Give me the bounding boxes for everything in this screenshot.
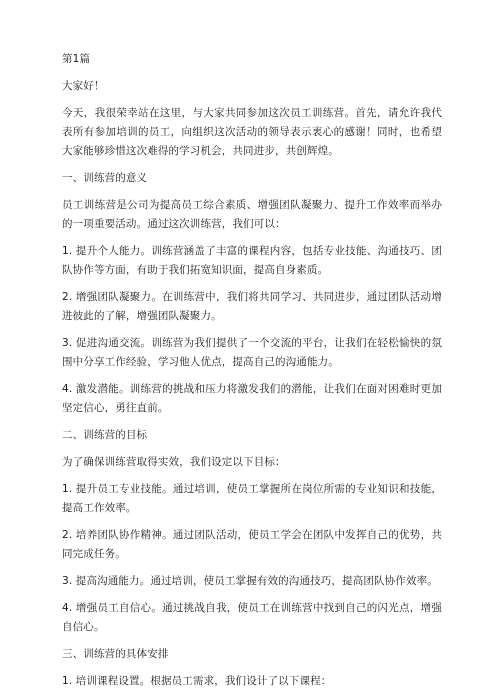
page-heading: 第1篇 [62, 53, 91, 65]
list-item: 3. 提高沟通能力。通过培训，使员工掌握有效的沟通技巧，提高团队协作效率。 [62, 575, 438, 587]
list-item: 1. 培训课程设置。根据员工需求，我们设计了以下课程： [62, 675, 332, 687]
list-item: 4. 激发潜能。训练营的挑战和压力将激发我们的潜能，让我们在面对困难时更加坚定信心，勇往直前。 [62, 383, 442, 414]
list-item: 1. 提升员工专业技能。通过培训，使员工掌握所在岗位所需的专业知识和技能，提高工作效率。 [62, 483, 442, 514]
section-heading-goals: 二、训练营的目标 [62, 429, 148, 441]
goals-paragraph: 为了确保训练营取得实效，我们设定以下目标： [62, 456, 286, 468]
section-heading-significance: 一、训练营的意义 [62, 172, 148, 184]
list-item: 2. 培养团队协作精神。通过团队活动，使员工学会在团队中发挥自己的优势，共同完成任务。 [62, 529, 442, 560]
document-page [62, 50, 442, 699]
significance-paragraph: 员工训练营是公司为提高员工综合素质、增强团队凝聚力、提升工作效率而举办的一项重要活动。通过这次训练营，我们可以： [62, 199, 442, 230]
section-heading-arrangement: 三、训练营的具体安排 [62, 648, 169, 660]
intro-paragraph: 今天，我很荣幸站在这里，与大家共同参加这次员工训练营。首先，请允许我代表所有参加培训的员工，向组织这次活动的领导表示衷心的感谢！同时，也希望大家能够珍惜这次难得的学习机会，共同进步，共创辉煌。 [62, 107, 442, 157]
list-item: 1. 提升个人能力。训练营涵盖了丰富的课程内容，包括专业技能、沟通技巧、团队协作等方面，有助于我们拓宽知识面，提高自身素质。 [62, 245, 442, 276]
greeting: 大家好！ [62, 80, 105, 92]
list-item: 4. 增强员工自信心。通过挑战自我，使员工在训练营中找到自己的闪光点，增强自信心。 [62, 602, 442, 633]
list-item: 2. 增强团队凝聚力。在训练营中，我们将共同学习、共同进步，通过团队活动增进彼此的了解，增强团队凝聚力。 [62, 291, 442, 322]
list-item: 3. 促进沟通交流。训练营为我们提供了一个交流的平台，让我们在轻松愉快的氛围中分享工作经验，学习他人优点，提高自己的沟通能力。 [62, 337, 442, 368]
